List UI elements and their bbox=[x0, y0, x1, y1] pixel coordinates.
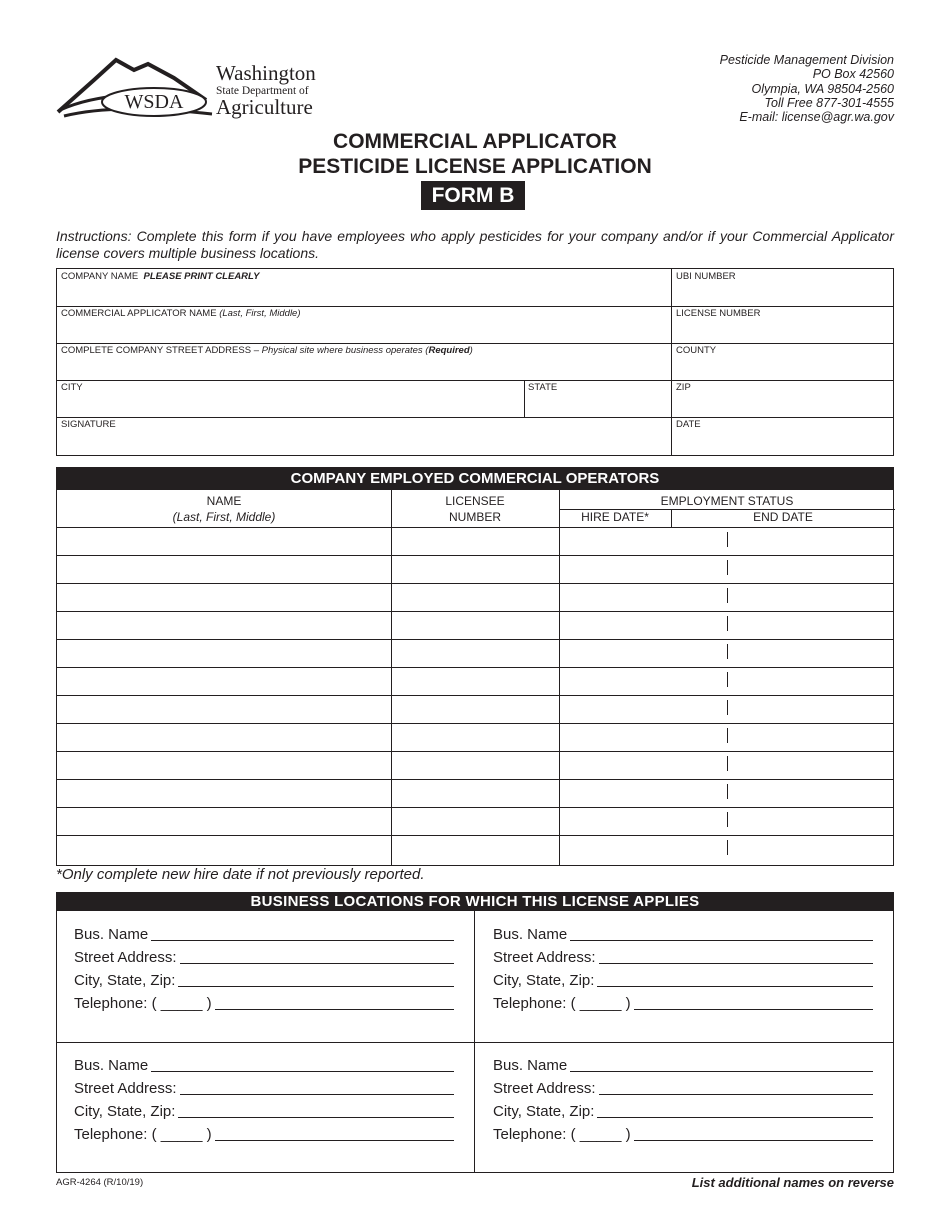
applicator-name-note: (Last, First, Middle) bbox=[219, 308, 301, 319]
licensee-number-cell[interactable] bbox=[391, 836, 559, 862]
hire-date-footnote: *Only complete new hire date if not previously reported. bbox=[56, 866, 425, 883]
name-cell[interactable] bbox=[57, 584, 391, 610]
end-date-cell[interactable] bbox=[671, 668, 895, 694]
table-row bbox=[57, 639, 893, 666]
form-number: AGR-4264 (R/10/19) bbox=[56, 1177, 144, 1188]
licensee-number-cell[interactable] bbox=[391, 528, 559, 554]
bus-name-line-blank[interactable] bbox=[570, 923, 873, 941]
agency-email: E-mail: license@agr.wa.gov bbox=[739, 110, 894, 125]
applicant-info-grid bbox=[56, 268, 894, 456]
table-row bbox=[57, 751, 893, 778]
bus-name-line-blank[interactable] bbox=[151, 1054, 454, 1072]
end-date-cell[interactable] bbox=[671, 696, 895, 722]
address-required: Required bbox=[428, 345, 470, 356]
end-date-cell[interactable] bbox=[671, 556, 895, 582]
telephone-line[interactable] bbox=[493, 1123, 873, 1146]
city-state-zip-line[interactable] bbox=[493, 1100, 873, 1123]
divider-tick bbox=[727, 756, 728, 771]
license-number-field[interactable]: LICENSE NUMBER bbox=[676, 308, 761, 319]
divider-tick bbox=[727, 840, 728, 855]
signature-field[interactable]: SIGNATURE bbox=[61, 419, 116, 430]
table-row bbox=[57, 835, 893, 862]
name-cell[interactable] bbox=[57, 836, 391, 862]
divider-tick bbox=[727, 812, 728, 827]
end-date-cell[interactable] bbox=[671, 528, 895, 554]
location-block bbox=[493, 923, 873, 1015]
street-address-line[interactable] bbox=[493, 946, 873, 969]
bus-name-line[interactable] bbox=[74, 923, 454, 946]
telephone-line-label: Telephone: ( _____ ) bbox=[493, 1126, 631, 1143]
divider-tick bbox=[727, 560, 728, 575]
bus-name-line[interactable] bbox=[493, 1054, 873, 1077]
street-address-line-label: Street Address: bbox=[493, 1080, 596, 1097]
name-cell[interactable] bbox=[57, 556, 391, 582]
end-date-cell[interactable] bbox=[671, 752, 895, 778]
name-cell[interactable] bbox=[57, 668, 391, 694]
divider-tick bbox=[727, 644, 728, 659]
end-date-cell[interactable] bbox=[671, 612, 895, 638]
divider-tick bbox=[727, 700, 728, 715]
name-cell[interactable] bbox=[57, 808, 391, 834]
agency-toll-free: Toll Free 877-301-4555 bbox=[764, 95, 894, 110]
end-date-cell[interactable] bbox=[671, 640, 895, 666]
city-field[interactable]: CITY bbox=[61, 382, 83, 393]
hire-date-cell[interactable] bbox=[559, 752, 671, 778]
city-state-zip-line[interactable] bbox=[74, 1100, 454, 1123]
company-name-note: PLEASE PRINT CLEARLY bbox=[143, 271, 260, 282]
reverse-note: List additional names on reverse bbox=[691, 1175, 894, 1190]
hire-date-cell[interactable] bbox=[559, 724, 671, 750]
col-end-header: END DATE bbox=[753, 510, 813, 524]
telephone-line-label: Telephone: ( _____ ) bbox=[74, 1126, 212, 1143]
licensee-number-cell[interactable] bbox=[391, 696, 559, 722]
table-row bbox=[57, 583, 893, 610]
street-address-line-blank[interactable] bbox=[599, 1077, 873, 1095]
city-state-zip-line[interactable] bbox=[493, 969, 873, 992]
col-lic-h2: NUMBER bbox=[448, 510, 501, 524]
table-row bbox=[57, 723, 893, 750]
zip-field[interactable]: ZIP bbox=[676, 382, 691, 393]
telephone-line[interactable] bbox=[74, 1123, 454, 1146]
operators-table bbox=[56, 490, 894, 866]
bus-name-line-blank[interactable] bbox=[151, 923, 454, 941]
divider-tick bbox=[727, 672, 728, 687]
applicator-name-label: COMMERCIAL APPLICATOR NAME bbox=[61, 308, 217, 319]
agency-division: Pesticide Management Division bbox=[719, 53, 894, 67]
address-label: COMPLETE COMPANY STREET ADDRESS bbox=[61, 345, 252, 356]
street-address-line-label: Street Address: bbox=[493, 949, 596, 966]
licensee-number-cell[interactable] bbox=[391, 808, 559, 834]
name-cell[interactable] bbox=[57, 528, 391, 554]
city-state-zip-line-blank[interactable] bbox=[597, 969, 873, 987]
name-cell[interactable] bbox=[57, 696, 391, 722]
divider-tick bbox=[727, 588, 728, 603]
street-address-line[interactable] bbox=[493, 1077, 873, 1100]
ubi-number-field[interactable]: UBI NUMBER bbox=[676, 271, 736, 282]
form-badge: FORM B bbox=[421, 181, 525, 210]
hire-date-cell[interactable] bbox=[559, 556, 671, 582]
divider-tick bbox=[727, 784, 728, 799]
bus-name-line-label: Bus. Name bbox=[493, 926, 568, 943]
locations-grid bbox=[56, 911, 894, 1173]
city-state-zip-line-blank[interactable] bbox=[178, 969, 454, 987]
street-address-line-blank[interactable] bbox=[180, 1077, 454, 1095]
title-line2: PESTICIDE LICENSE APPLICATION bbox=[298, 155, 652, 178]
wsda-logo bbox=[56, 50, 326, 124]
col-hire-header: HIRE DATE* bbox=[581, 510, 649, 524]
city-state-zip-line-label: City, State, Zip: bbox=[493, 1103, 595, 1120]
licensee-number-cell[interactable] bbox=[391, 724, 559, 750]
end-date-cell[interactable] bbox=[671, 584, 895, 610]
table-row bbox=[57, 779, 893, 806]
city-state-zip-line-label: City, State, Zip: bbox=[493, 972, 595, 989]
instructions: Instructions: Complete this form if you have employees who apply pesticides for your company and/or if your Commercial Applicator license covers multiple business locations. bbox=[56, 228, 894, 261]
col-name-header bbox=[57, 493, 391, 525]
telephone-line-blank[interactable] bbox=[215, 992, 454, 1010]
city-state-zip-line-blank[interactable] bbox=[597, 1100, 873, 1118]
address-field[interactable] bbox=[61, 345, 473, 356]
company-name-label: COMPANY NAME bbox=[61, 271, 139, 282]
location-block bbox=[74, 1054, 454, 1146]
table-row bbox=[57, 527, 893, 554]
name-cell[interactable] bbox=[57, 780, 391, 806]
date-field[interactable]: DATE bbox=[676, 419, 701, 430]
city-state-zip-line[interactable] bbox=[74, 969, 454, 992]
licensee-number-cell[interactable] bbox=[391, 612, 559, 638]
col-licensee-header bbox=[391, 493, 559, 525]
street-address-line-blank[interactable] bbox=[599, 946, 873, 964]
telephone-line-label: Telephone: ( _____ ) bbox=[74, 995, 212, 1012]
telephone-line-label: Telephone: ( _____ ) bbox=[493, 995, 631, 1012]
bus-name-line[interactable] bbox=[74, 1054, 454, 1077]
name-cell[interactable] bbox=[57, 752, 391, 778]
name-cell[interactable] bbox=[57, 612, 391, 638]
col-name-h2: (Last, First, Middle) bbox=[172, 510, 276, 524]
logo-line2: State Department of bbox=[216, 85, 309, 97]
city-state-zip-line-label: City, State, Zip: bbox=[74, 1103, 176, 1120]
name-cell[interactable] bbox=[57, 640, 391, 666]
licensee-number-cell[interactable] bbox=[391, 780, 559, 806]
telephone-line[interactable] bbox=[74, 992, 454, 1015]
logo-line1: Washington bbox=[216, 61, 316, 85]
city-state-zip-line-label: City, State, Zip: bbox=[74, 972, 176, 989]
street-address-line-label: Street Address: bbox=[74, 949, 177, 966]
hire-date-cell[interactable] bbox=[559, 780, 671, 806]
licensee-number-cell[interactable] bbox=[391, 556, 559, 582]
bus-name-line-label: Bus. Name bbox=[74, 1057, 149, 1074]
divider-tick bbox=[727, 728, 728, 743]
state-field[interactable]: STATE bbox=[528, 382, 558, 393]
col-status-header: EMPLOYMENT STATUS bbox=[660, 494, 794, 508]
street-address-line-blank[interactable] bbox=[180, 946, 454, 964]
table-row bbox=[57, 667, 893, 694]
divider-tick bbox=[727, 532, 728, 547]
bus-name-line-label: Bus. Name bbox=[493, 1057, 568, 1074]
operators-section-title: COMPANY EMPLOYED COMMERCIAL OPERATORS bbox=[56, 467, 894, 490]
street-address-line[interactable] bbox=[74, 1077, 454, 1100]
title-line1: COMMERCIAL APPLICATOR bbox=[333, 130, 617, 153]
end-date-cell[interactable] bbox=[671, 808, 895, 834]
logo-abbr: WSDA bbox=[124, 91, 184, 113]
hire-date-cell[interactable] bbox=[559, 584, 671, 610]
address-note-pre: – Physical site where business operates ( bbox=[253, 345, 429, 356]
name-cell[interactable] bbox=[57, 724, 391, 750]
locations-section-title: BUSINESS LOCATIONS FOR WHICH THIS LICENSE APPLIES bbox=[56, 892, 894, 911]
street-address-line[interactable] bbox=[74, 946, 454, 969]
applicator-name-field[interactable] bbox=[61, 308, 301, 319]
city-state-zip-line-blank[interactable] bbox=[178, 1100, 454, 1118]
bus-name-line-blank[interactable] bbox=[570, 1054, 873, 1072]
licensee-number-cell[interactable] bbox=[391, 640, 559, 666]
telephone-line[interactable] bbox=[493, 992, 873, 1015]
agency-po-box: PO Box 42560 bbox=[812, 67, 894, 82]
telephone-line-blank[interactable] bbox=[634, 1123, 873, 1141]
company-name-field[interactable] bbox=[61, 271, 259, 282]
licensee-number-cell[interactable] bbox=[391, 668, 559, 694]
table-row bbox=[57, 695, 893, 722]
agency-address bbox=[720, 53, 894, 124]
col-name-h1: NAME bbox=[206, 494, 242, 508]
logo-line3: Agriculture bbox=[216, 95, 313, 119]
address-note-post: ) bbox=[469, 345, 473, 356]
licensee-number-cell[interactable] bbox=[391, 584, 559, 610]
page-title bbox=[0, 129, 950, 179]
hire-date-cell[interactable] bbox=[559, 612, 671, 638]
location-block bbox=[493, 1054, 873, 1146]
col-lic-h1: LICENSEE bbox=[445, 494, 505, 508]
end-date-cell[interactable] bbox=[671, 724, 895, 750]
divider-tick bbox=[727, 616, 728, 631]
location-block bbox=[74, 923, 454, 1015]
licensee-number-cell[interactable] bbox=[391, 752, 559, 778]
end-date-cell[interactable] bbox=[671, 780, 895, 806]
hire-date-cell[interactable] bbox=[559, 640, 671, 666]
table-row bbox=[57, 611, 893, 638]
hire-date-cell[interactable] bbox=[559, 696, 671, 722]
hire-date-cell[interactable] bbox=[559, 668, 671, 694]
table-row bbox=[57, 555, 893, 582]
hire-date-cell[interactable] bbox=[559, 836, 671, 862]
county-field[interactable]: COUNTY bbox=[676, 345, 717, 356]
street-address-line-label: Street Address: bbox=[74, 1080, 177, 1097]
end-date-cell[interactable] bbox=[671, 836, 895, 862]
table-row bbox=[57, 807, 893, 834]
telephone-line-blank[interactable] bbox=[634, 992, 873, 1010]
agency-city: Olympia, WA 98504-2560 bbox=[751, 81, 894, 96]
bus-name-line-label: Bus. Name bbox=[74, 926, 149, 943]
telephone-line-blank[interactable] bbox=[215, 1123, 454, 1141]
hire-date-cell[interactable] bbox=[559, 528, 671, 554]
bus-name-line[interactable] bbox=[493, 923, 873, 946]
hire-date-cell[interactable] bbox=[559, 808, 671, 834]
